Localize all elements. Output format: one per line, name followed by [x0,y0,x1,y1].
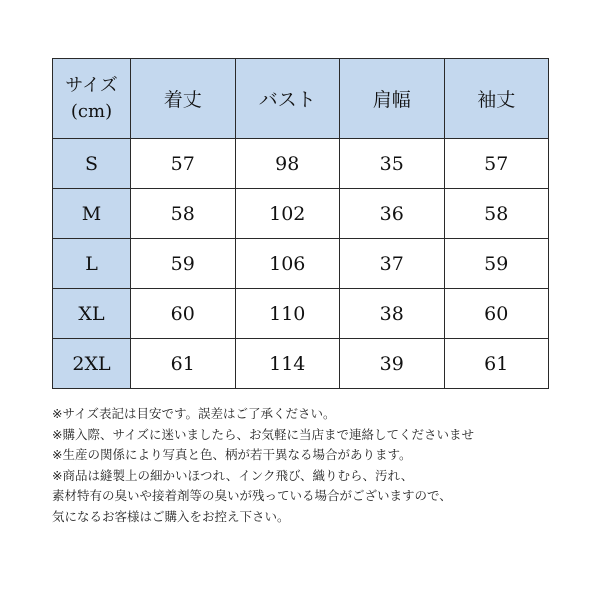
table-cell: 61 [444,339,549,389]
table-row [53,189,549,239]
table-cell: 110 [235,289,340,339]
table-cell: 38 [340,289,445,339]
size-label-cell: S [53,139,131,189]
table-cell: 57 [131,139,236,189]
column-header-bust: バスト [235,59,340,139]
size-header-label: サイズ [65,74,118,96]
table-cell: 114 [235,339,340,389]
table-cell: 58 [131,189,236,239]
table-cell: 59 [131,239,236,289]
table-cell: 59 [444,239,549,289]
size-chart-table [52,58,549,389]
table-row [53,339,549,389]
size-unit-header [53,59,131,139]
table-header-row [53,59,549,139]
size-label-cell: M [53,189,131,239]
table-cell: 58 [444,189,549,239]
table-cell: 102 [235,189,340,239]
table-row [53,239,549,289]
note-line: 素材特有の臭いや接着剤等の臭いが残っている場合がございますので、 [52,488,452,503]
table-cell: 60 [444,289,549,339]
size-label-cell: L [53,239,131,289]
table-cell: 37 [340,239,445,289]
notes-section [52,404,592,527]
column-header-shoulder: 肩幅 [340,59,445,139]
note-line: 気になるお客様はご購入をお控え下さい。 [52,508,290,524]
table-cell: 98 [235,139,340,189]
table-row [53,139,549,189]
size-label-cell: XL [53,289,131,339]
unit-label: (cm) [70,100,113,122]
table-cell: 106 [235,239,340,289]
note-line: ※商品は縫製上の細かいほつれ、インク飛び、織りむら、汚れ、 [52,467,414,483]
note-line: ※サイズ表記は目安です。誤差はご了承ください。 [52,406,336,421]
table-cell: 35 [340,139,445,189]
table-cell: 57 [444,139,549,189]
table-cell: 61 [131,339,236,389]
table-cell: 39 [340,339,445,389]
table-row [53,289,549,339]
note-line: ※購入際、サイズに迷いましたら、お気軽に当店まで連絡してくださいませ [52,426,474,442]
table-cell: 60 [131,289,236,339]
note-line: ※生産の関係により写真と色、柄が若干異なる場合があります。 [52,447,412,462]
column-header-sleeve: 袖丈 [444,59,549,139]
size-label-cell: 2XL [53,339,131,389]
table-cell: 36 [340,189,445,239]
column-header-length: 着丈 [131,59,236,139]
